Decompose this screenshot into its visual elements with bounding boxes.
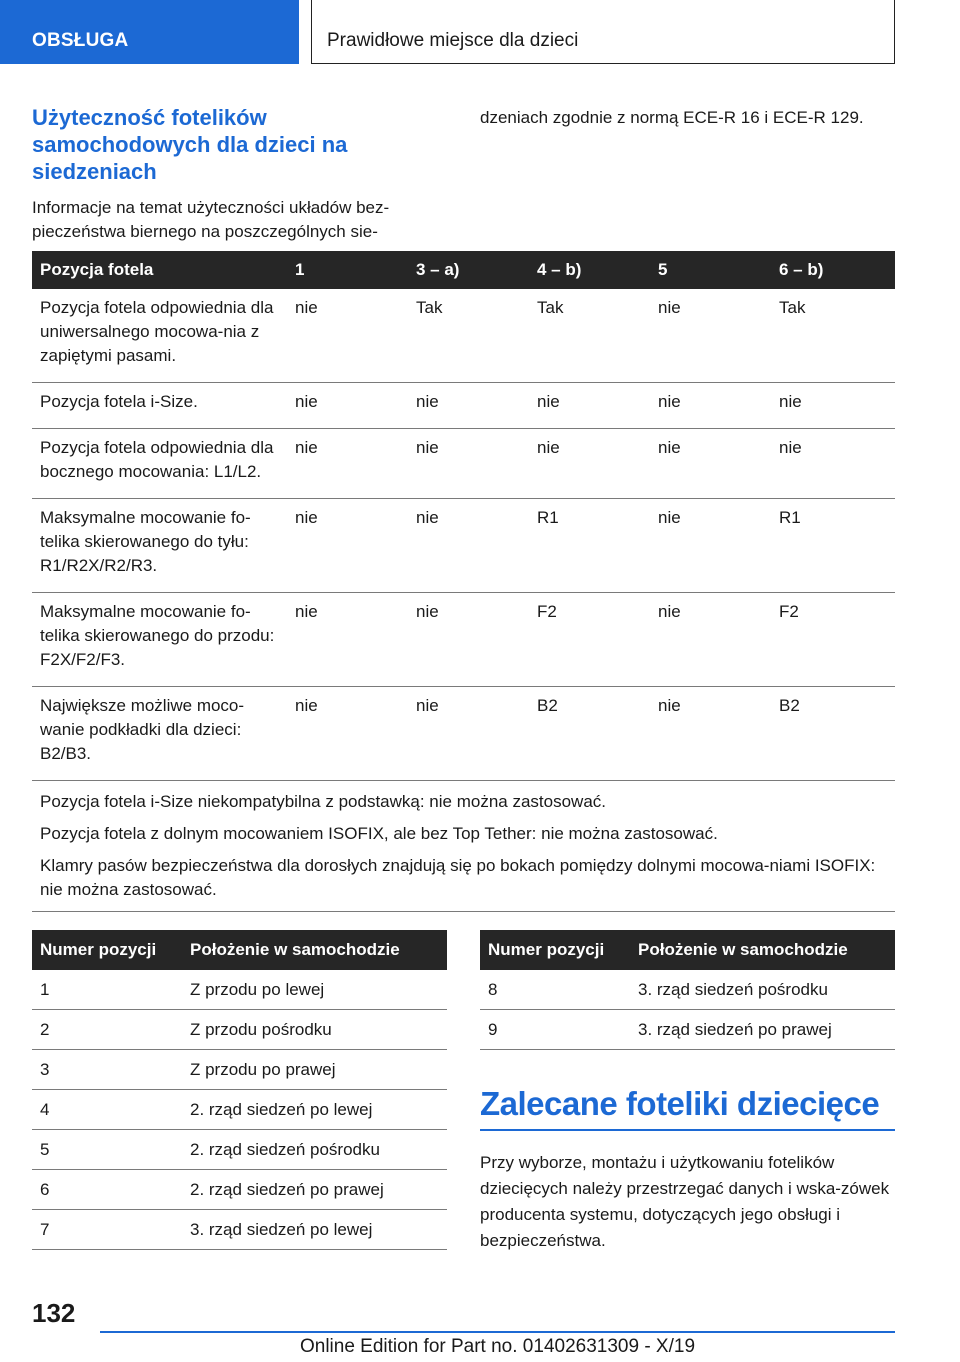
column-header: Pozycja fotela — [32, 251, 287, 289]
table-cell: 2. rząd siedzeń po lewej — [182, 1090, 447, 1130]
table-cell: nie — [650, 383, 771, 429]
table-cell: nie — [287, 687, 408, 781]
table-cell: 5 — [32, 1130, 182, 1170]
section-title: Użyteczność fotelików samochodowych dla dzieci na siedzeniach — [32, 105, 348, 184]
table-cell: R1 — [771, 499, 895, 593]
table-cell: nie — [287, 593, 408, 687]
positions-table-right — [480, 930, 895, 1050]
table-cell: nie — [529, 383, 650, 429]
table-cell: 2. rząd siedzeń pośrodku — [182, 1130, 447, 1170]
table-row — [32, 289, 895, 383]
table-cell: nie — [650, 593, 771, 687]
table-cell: nie — [408, 593, 529, 687]
table-cell: 3. rząd siedzeń pośrodku — [630, 970, 895, 1010]
table-cell: B2 — [529, 687, 650, 781]
table-cell: Z przodu po lewej — [182, 970, 447, 1010]
table-row — [480, 970, 895, 1010]
table-row — [32, 1210, 447, 1250]
table-cell: 9 — [480, 1010, 630, 1050]
table-note: Pozycja fotela i-Size niekompatybilna z podstawką: nie można zastosować. — [40, 792, 607, 811]
table-row — [32, 1010, 447, 1050]
table-cell: nie — [408, 499, 529, 593]
table-cell: R1 — [529, 499, 650, 593]
table-row — [32, 383, 895, 429]
table-row — [32, 1090, 447, 1130]
column-header: Numer pozycji — [32, 930, 182, 970]
footer-edition-text: Online Edition for Part no. 01402631309 - X/19 — [299, 1336, 696, 1357]
table-cell: nie — [287, 289, 408, 383]
column-header: Numer pozycji — [480, 930, 630, 970]
table-cell: nie — [650, 429, 771, 499]
table-cell: nie — [287, 499, 408, 593]
table-cell: 1 — [32, 970, 182, 1010]
positions-table-left — [32, 930, 447, 1250]
table-row — [32, 593, 895, 687]
table-cell: 2. rząd siedzeń po prawej — [182, 1170, 447, 1210]
table-cell: 8 — [480, 970, 630, 1010]
table-header-row — [32, 930, 447, 970]
table-cell: nie — [650, 499, 771, 593]
table-cell: nie — [771, 383, 895, 429]
seat-suitability-table — [32, 251, 895, 912]
table-row — [32, 970, 447, 1010]
column-header: 1 — [287, 251, 408, 289]
table-note: Pozycja fotela z dolnym mocowaniem ISOFIX, ale bez Top Tether: nie można zastosować. — [40, 824, 718, 843]
table-cell: nie — [408, 687, 529, 781]
column-header: 6 – b) — [771, 251, 895, 289]
table-cell: nie — [408, 383, 529, 429]
recommended-body-text: Przy wyborze, montażu i użytkowaniu fotelików dziecięcych należy przestrzegać danych i wska-zówek producenta systemu, dotyczących jego obsługi i bezpieczeństwa. — [480, 1153, 890, 1250]
intro-text-right: dzeniach zgodnie z normą ECE-R 16 i ECE-R 129. — [480, 108, 864, 127]
table-row — [32, 1130, 447, 1170]
table-row — [32, 687, 895, 781]
intro-text-left: Informacje na temat użyteczności układów bez-pieczeństwa biernego na poszczególnych sie- — [32, 198, 390, 241]
column-header: 5 — [650, 251, 771, 289]
table-cell: Pozycja fotela i-Size. — [32, 383, 287, 429]
table-row — [32, 1050, 447, 1090]
table-cell: nie — [529, 429, 650, 499]
table-header-row — [32, 251, 895, 289]
table-cell: nie — [287, 383, 408, 429]
table-cell: Pozycja fotela odpowiednia dla bocznego mocowania: L1/L2. — [32, 429, 287, 499]
table-cell: nie — [650, 687, 771, 781]
section-tab: OBSŁUGA — [0, 0, 299, 64]
table-cell: 2 — [32, 1010, 182, 1050]
table-cell: Tak — [529, 289, 650, 383]
table-cell: Tak — [408, 289, 529, 383]
table-cell: 4 — [32, 1090, 182, 1130]
table-cell: 3. rząd siedzeń po lewej — [182, 1210, 447, 1250]
table-row — [32, 1170, 447, 1210]
table-cell: F2 — [529, 593, 650, 687]
table-cell: 7 — [32, 1210, 182, 1250]
footer-divider — [100, 1331, 895, 1333]
table-cell: Pozycja fotela odpowiednia dla uniwersalnego mocowa-nia z zapiętymi pasami. — [32, 289, 287, 383]
table-cell: nie — [771, 429, 895, 499]
table-cell: nie — [408, 429, 529, 499]
table-cell: F2 — [771, 593, 895, 687]
table-cell: Z przodu pośrodku — [182, 1010, 447, 1050]
table-cell: Z przodu po prawej — [182, 1050, 447, 1090]
table-cell: Maksymalne mocowanie fo-telika skierowanego do tyłu: R1/R2X/R2/R3. — [32, 499, 287, 593]
table-row — [480, 1010, 895, 1050]
table-cell: 3 — [32, 1050, 182, 1090]
table-cell: 6 — [32, 1170, 182, 1210]
recommended-section-title: Zalecane foteliki dziecięce — [480, 1085, 895, 1131]
table-header-row — [480, 930, 895, 970]
table-row — [32, 429, 895, 499]
page-header-title: Prawidłowe miejsce dla dzieci — [311, 0, 895, 64]
table-cell: Największe możliwe moco-wanie podkładki dla dzieci: B2/B3. — [32, 687, 287, 781]
table-cell: 3. rząd siedzeń po prawej — [630, 1010, 895, 1050]
page-number: 132 — [32, 1298, 76, 1328]
table-cell: nie — [287, 429, 408, 499]
column-header: Położenie w samochodzie — [630, 930, 895, 970]
table-notes — [32, 781, 895, 912]
column-header: 4 – b) — [529, 251, 650, 289]
table-cell: Maksymalne mocowanie fo-telika skierowanego do przodu: F2X/F2/F3. — [32, 593, 287, 687]
table-cell: B2 — [771, 687, 895, 781]
table-note: Klamry pasów bezpieczeństwa dla dorosłych znajdują się po bokach pomiędzy dolnymi mocowa-niami ISOFIX: nie można zastosować. — [40, 856, 876, 899]
table-cell: nie — [650, 289, 771, 383]
table-cell: Tak — [771, 289, 895, 383]
column-header: Położenie w samochodzie — [182, 930, 447, 970]
table-notes-row — [32, 781, 895, 912]
table-row — [32, 499, 895, 593]
column-header: 3 – a) — [408, 251, 529, 289]
